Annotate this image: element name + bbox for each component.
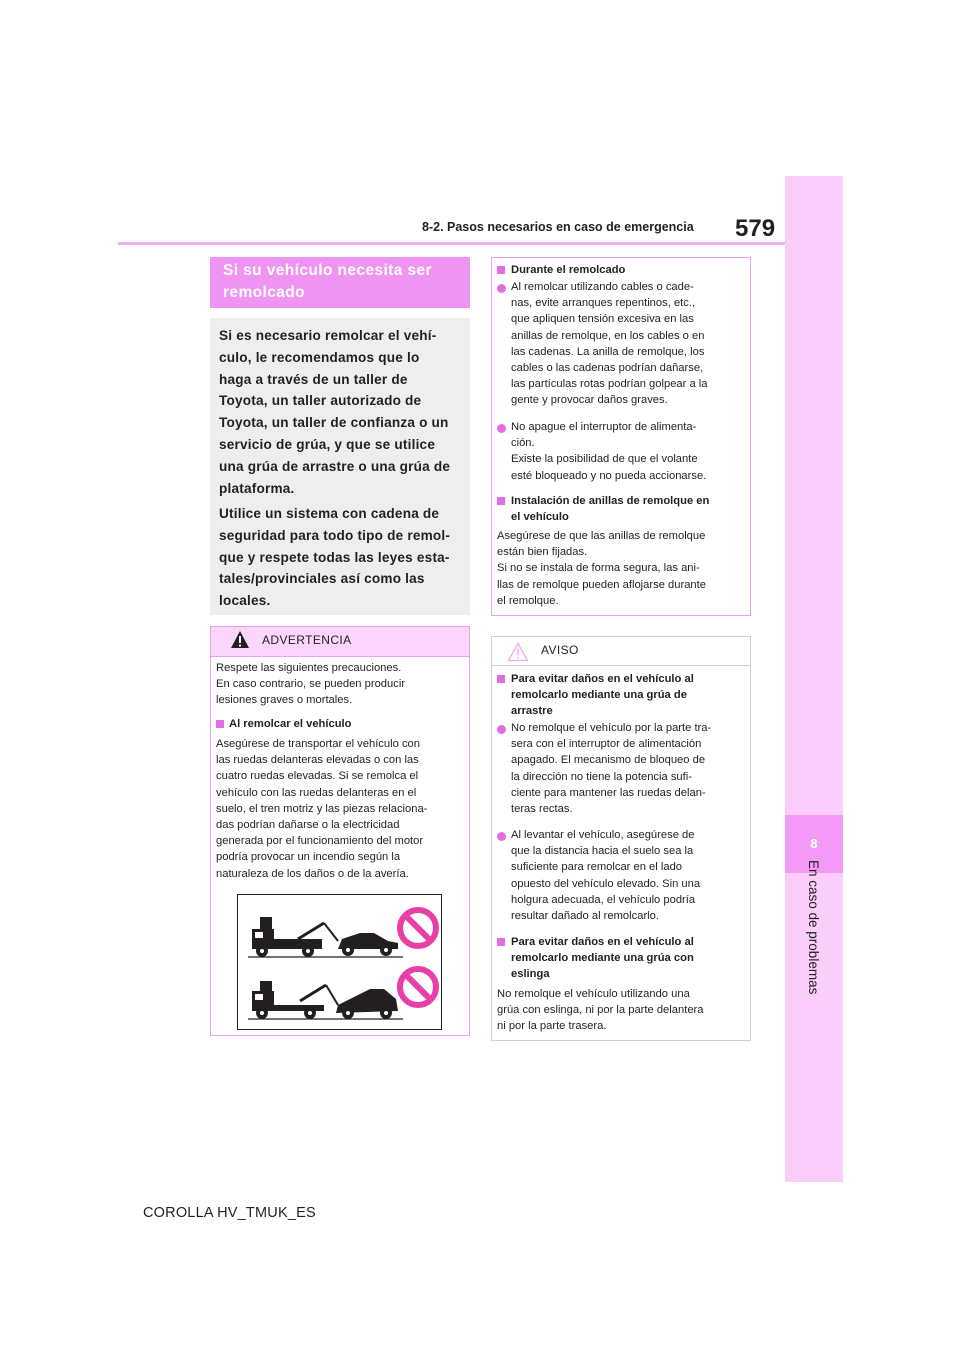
precaution-body [497, 528, 747, 609]
text-line: Si no se instala de forma segura, las ani- [497, 562, 700, 575]
text-line: Para evitar daños en el vehículo al [511, 936, 694, 948]
notice-body [497, 986, 747, 1035]
text-line: gente y provocar daños graves. [511, 394, 668, 407]
footer-model-code: COROLLA HV_TMUK_ES [143, 1205, 316, 1221]
text-line: Asegúrese de transportar el vehículo con [216, 738, 420, 750]
text-line: servicio de grúa, y que se utilice [219, 436, 436, 452]
text-line: teras rectas. [511, 803, 573, 816]
round-bullet-icon [497, 284, 506, 293]
text-line: remolcarlo mediante una grúa con [511, 952, 694, 965]
header-rule [118, 242, 840, 245]
text-line: las cadenas. La anilla de remolque, los [511, 345, 705, 358]
text-line: No remolque el vehículo por la parte tra- [511, 722, 712, 734]
text-line: tales/provinciales así como las [219, 571, 425, 587]
text-line: ción. [511, 437, 535, 450]
text-line: apagado. El mecanismo de bloqueo de [511, 754, 706, 767]
text-line: anillas de remolque, en los cables o en [511, 329, 705, 342]
text-line: No remolque el vehículo utilizando una [497, 988, 690, 1000]
warning-divider [211, 656, 469, 657]
precaution-heading: Durante el remolcado [511, 264, 626, 276]
text-line: ni por la parte trasera. [497, 1020, 607, 1033]
towing-illustration [237, 894, 442, 1030]
text-line: ciente para mantener las ruedas delan- [511, 786, 706, 799]
section-heading-line: remolcado [223, 284, 305, 301]
precaution-heading [511, 493, 747, 525]
text-line: suficiente para remolcar en el lado [511, 861, 683, 874]
text-line: lesiones graves o mortales. [216, 694, 353, 707]
text-line: culo, le recomendamos que lo [219, 349, 420, 365]
text-line: Instalación de anillas de remolque en [511, 495, 710, 507]
tow-truck-icon [248, 917, 403, 957]
text-line: naturaleza de los daños o de la avería. [216, 867, 409, 880]
notice-title: AVISO [541, 643, 579, 657]
notice-heading [511, 934, 747, 983]
warning-body [216, 736, 466, 882]
intro-paragraph [219, 325, 465, 499]
warning-triangle-icon [230, 630, 250, 649]
text-line: están bien fijadas. [497, 546, 588, 559]
text-line: holgura adecuada, el vehículo podría [511, 893, 696, 906]
text-line: Al levantar el vehículo, asegúrese de [511, 829, 695, 841]
text-line: No apague el interruptor de alimenta- [511, 421, 697, 433]
precaution-bullet [511, 419, 747, 484]
notice-heading [511, 671, 747, 720]
text-line: En caso contrario, se pueden producir [216, 678, 406, 691]
text-line: Asegúrese de que las anillas de remolque [497, 530, 706, 542]
text-line: eslinga [511, 968, 550, 981]
notice-bullet [511, 827, 747, 924]
text-line: Al remolcar utilizando cables o cade- [511, 281, 694, 293]
intro-paragraph [219, 503, 465, 612]
prohibited-icon [400, 910, 436, 946]
text-line: Para evitar daños en el vehículo al [511, 673, 694, 685]
warning-subheading: Al remolcar el vehículo [229, 718, 352, 730]
text-line: grúa con eslinga, ni por la parte delantera [497, 1004, 704, 1017]
text-line: nas, evite arranques repentinos, etc., [511, 297, 696, 310]
notice-bullet [511, 720, 747, 817]
text-line: arrastre [511, 705, 553, 718]
caution-triangle-icon [507, 642, 529, 662]
square-bullet-icon [497, 497, 505, 505]
round-bullet-icon [497, 832, 506, 841]
chapter-number: 8 [810, 836, 818, 851]
text-line: cuatro ruedas elevadas. Si se remolca el [216, 770, 419, 783]
text-line: esté bloqueado y no pueda accionarse. [511, 469, 707, 482]
text-line: que apliquen tensión excesiva en las [511, 313, 694, 326]
page-number: 579 [735, 215, 776, 242]
text-line: sera con el interruptor de alimentación [511, 738, 702, 751]
text-line: Toyota, un taller autorizado de [219, 393, 422, 409]
text-line: las partículas rotas podrían golpear a la [511, 378, 708, 391]
text-line: una grúa de arrastre o una grúa de [219, 458, 451, 474]
text-line: remolcarlo mediante una grúa de [511, 689, 687, 702]
text-line: generada por el funcionamiento del motor [216, 835, 424, 848]
round-bullet-icon [497, 424, 506, 433]
text-line: las ruedas delanteras elevadas o con las [216, 754, 419, 767]
text-line: Respete las siguientes precauciones. [216, 662, 402, 674]
text-line: das podrían dañarse o la electricidad [216, 819, 400, 832]
chapter-side-tab [785, 176, 843, 1182]
prohibited-icon [400, 969, 436, 1005]
text-line: Toyota, un taller de confianza o un [219, 415, 449, 431]
text-line: el vehículo [511, 511, 569, 524]
section-heading-line: Si su vehículo necesita ser [223, 262, 432, 279]
text-line: plataforma. [219, 480, 295, 496]
chapter-title: En caso de problemas [806, 860, 821, 995]
square-bullet-icon [216, 720, 224, 728]
text-line: que y respete todas las leyes esta- [219, 549, 450, 565]
text-line: Utilice un sistema con cadena de [219, 506, 440, 521]
notice-divider [492, 665, 750, 666]
text-line: el remolque. [497, 594, 559, 607]
warning-intro [216, 660, 466, 709]
square-bullet-icon [497, 675, 505, 683]
text-line: Si es necesario remolcar el vehí- [219, 328, 437, 343]
square-bullet-icon [497, 266, 505, 274]
tow-truck-illustration [238, 895, 441, 1029]
text-line: haga a través de un taller de [219, 371, 408, 387]
text-line: seguridad para todo tipo de remol- [219, 527, 451, 543]
precaution-bullet [511, 279, 747, 409]
square-bullet-icon [497, 938, 505, 946]
text-line: podría provocar un incendio según la [216, 851, 401, 864]
text-line: cables o las cadenas podrían dañarse, [511, 362, 704, 375]
text-line: resultar dañado al remolcarlo. [511, 910, 659, 923]
round-bullet-icon [497, 725, 506, 734]
text-line: locales. [219, 593, 271, 609]
text-line: Existe la posibilidad de que el volante [511, 453, 698, 466]
section-heading [223, 260, 463, 304]
tow-truck-icon [248, 981, 403, 1019]
text-line: la dirección no tiene la potencia sufi- [511, 770, 692, 783]
text-line: llas de remolque pueden aflojarse durante [497, 578, 706, 591]
warning-title: ADVERTENCIA [262, 633, 352, 647]
text-line: suelo, el tren motriz y las piezas relaciona- [216, 802, 428, 815]
text-line: que la distancia hacia el suelo sea la [511, 845, 694, 858]
text-line: vehículo con las ruedas delanteras en el [216, 786, 417, 799]
section-title: 8-2. Pasos necesarios en caso de emergencia [422, 220, 694, 234]
text-line: opuesto del vehículo elevado. Sin una [511, 877, 701, 890]
